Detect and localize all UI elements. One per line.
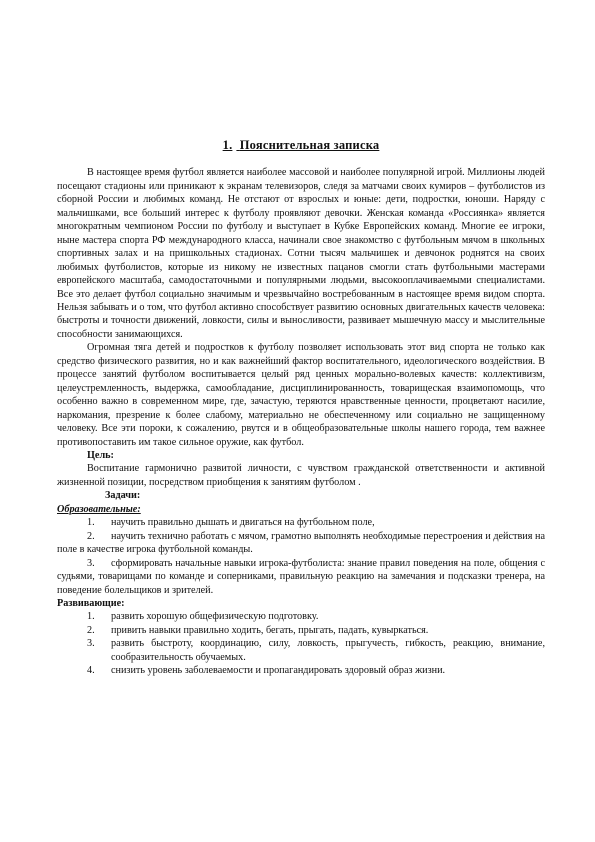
list-item: 4. снизить уровень заболеваемости и пропагандировать здоровый образ жизни. bbox=[87, 665, 446, 677]
list-item: 2. привить навыки правильно ходить, бегать, прыгать, падать, кувыркаться. bbox=[87, 624, 429, 636]
educational-label: Образовательные: bbox=[57, 503, 141, 515]
tasks-label: Задачи: bbox=[105, 490, 141, 502]
goal-label: Цель: bbox=[87, 449, 114, 461]
page-content bbox=[57, 139, 545, 678]
list-item: 3. развить быстроту, координацию, силу, ловкость, прыгучесть, гибкость, реакцию, внимание, сообразительность обучаемых. bbox=[87, 638, 545, 663]
educational-heading bbox=[57, 503, 545, 516]
intro-paragraph-1: В настоящее время футбол является наиболее массовой и наиболее популярной игрой. Миллионы людей посещают стадионы или приникают к экранам телевизоров, следя за матчами своих кумиров – футболистов из сборной России и любимых команд. Не отстают от взрослых и юные: дети, подростки, юноши. Наряду с мальчишками, все больший интерес к футболу проявляют девочки. Женская команда «Россиянка» является многократным чемпионом России по футболу и выступает в Кубке Европейских команд. Многие ее игроки, ныне мастера спорта РФ международного класса, начинали свое знакомство с футбольным мячом в школьных спортивных залах и на пришкольных стадионах. Сотни тысяч мальчишек и девчонок роднятся на своих любимых футболистов, которые из никому не известных пацанов смогли стать футбольными мастерами европейского масштаба, самодостаточными и популярными людьми, высокооплачиваемыми специалистами. Все это делает футбол социально значимым и чрезвычайно востребованным в настоящее время видом спорта. Нельзя забывать и о том, что футбол активно способствует развитию основных двигательных качеств человека: быстроты и точности движений, ловкости, силы и выносливости, развивает мышечную массу и мыслительные способности занимающихся. bbox=[57, 167, 545, 340]
intro-paragraph-2: Огромная тяга детей и подростков к футболу позволяет использовать этот вид спорта не только как средство физического развития, но и как важнейший фактор воспитательного, идеологического воздействия. В процессе занятий футболом воспитывается целый ряд ценных морально-волевых качеств: коллективизм, целеустремленность, выдержка, самообладание, дисциплинированность, товарищеская взаимопомощь, что особенно важно в современном мире, где, зачастую, теряются нравственные ценности, процветают насилие, наркомания, презрение к более слабому, материально не обеспеченному или социально не защищенному человеку. Все эти пороки, к сожалению, рвутся и в общеобразовательные школы нашего города, тем важнее противопоставить им такое сильное оружие, как футбол. bbox=[57, 342, 545, 448]
list-item: 1. научить правильно дышать и двигаться на футбольном поле, bbox=[87, 517, 375, 529]
developing-label: Развивающие: bbox=[57, 597, 125, 609]
list-item: 2. научить технично работать с мячом, грамотно выполнять необходимые перестроения и действия на поле в качестве игрока футбольной команды. bbox=[57, 530, 545, 556]
section-number: 1. bbox=[222, 138, 233, 152]
tasks-heading bbox=[57, 489, 545, 502]
list-item: 1. развить хорошую общефизическую подготовку. bbox=[87, 611, 319, 623]
goal-heading bbox=[57, 449, 545, 462]
section-title: Пояснительная записка bbox=[239, 138, 380, 152]
list-item: 3. сформировать начальные навыки игрока-футболиста: знание правил поведения на поле, общения с судьями, товарищами по команде и соперниками, правильную реакцию на замечания и подсказки тренера, на поведение болельщиков и зрителей. bbox=[57, 557, 545, 596]
educational-list bbox=[57, 516, 545, 597]
goal-text: Воспитание гармонично развитой личности, с чувством гражданской ответственности и активной жизненной позиции, посредством приобщения к занятиям футболом . bbox=[57, 463, 545, 488]
developing-heading bbox=[57, 597, 545, 610]
page-title bbox=[57, 139, 545, 152]
developing-list bbox=[57, 610, 545, 677]
